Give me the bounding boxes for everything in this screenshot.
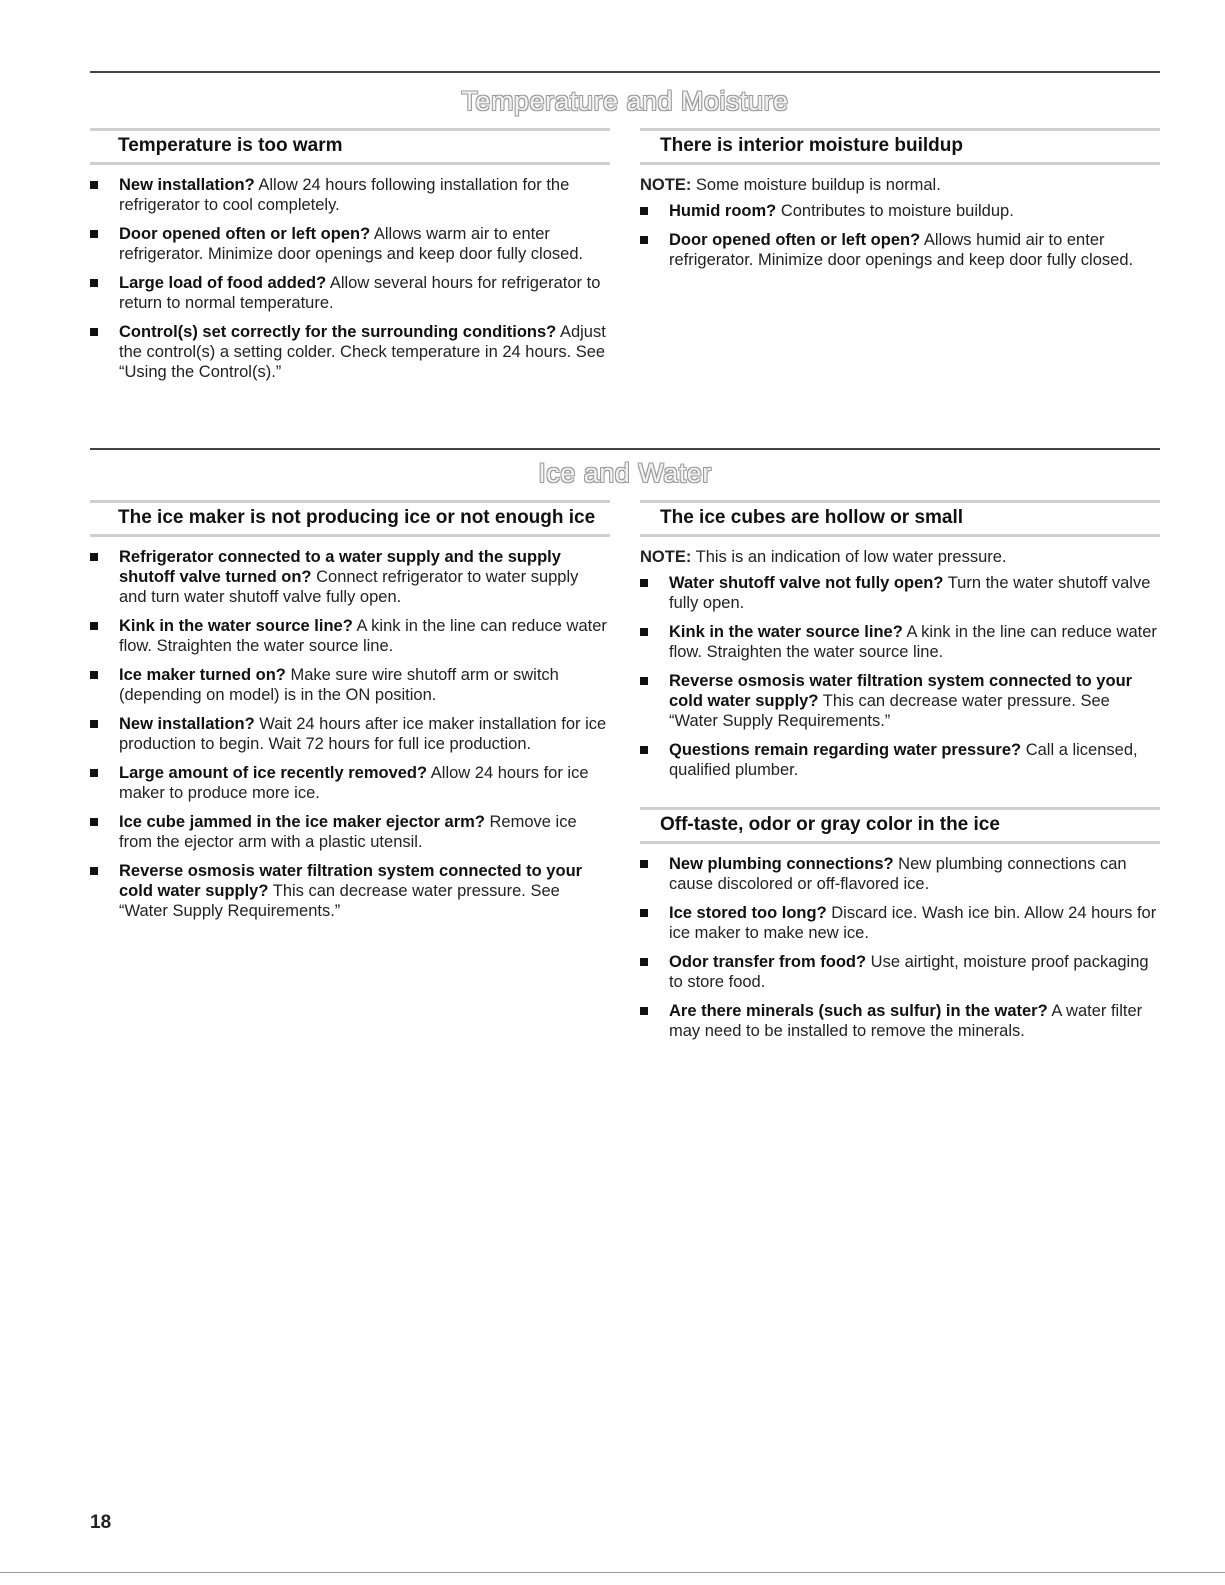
section-title-temperature-moisture: Temperature and Moisture	[461, 86, 789, 116]
list-item: Humid room? Contributes to moisture buildup.	[640, 201, 1160, 221]
list-item: Large amount of ice recently removed? Allow 24 hours for ice maker to produce more ice.	[90, 763, 610, 803]
moisture-buildup-list	[640, 201, 1160, 270]
list-item: Water shutoff valve not fully open? Turn the water shutoff valve fully open.	[640, 573, 1160, 613]
bullet-icon	[90, 279, 98, 287]
list-item: Door opened often or left open? Allows warm air to enter refrigerator. Minimize door openings and keep door fully closed.	[90, 224, 610, 264]
bullet-icon	[90, 769, 98, 777]
section-divider	[90, 71, 1160, 73]
bullet-icon	[90, 553, 98, 561]
subheading-temperature-warm: Temperature is too warm	[90, 128, 610, 165]
list-item: Questions remain regarding water pressure? Call a licensed, qualified plumber.	[640, 740, 1160, 780]
subheading-ice-cubes-hollow: The ice cubes are hollow or small	[640, 500, 1160, 537]
list-item: Kink in the water source line? A kink in the line can reduce water flow. Straighten the water source line.	[640, 622, 1160, 662]
list-item: Door opened often or left open? Allows humid air to enter refrigerator. Minimize door openings and keep door fully closed.	[640, 230, 1160, 270]
list-item: Ice maker turned on? Make sure wire shutoff arm or switch (depending on model) is in the ON position.	[90, 665, 610, 705]
list-item: New plumbing connections? New plumbing connections can cause discolored or off-flavored ice.	[640, 854, 1160, 894]
bullet-icon	[90, 818, 98, 826]
bullet-icon	[90, 622, 98, 630]
list-item: Kink in the water source line? A kink in the line can reduce water flow. Straighten the water source line.	[90, 616, 610, 656]
bullet-icon	[90, 671, 98, 679]
bullet-icon	[90, 867, 98, 875]
list-item: Reverse osmosis water filtration system connected to your cold water supply? This can decrease water pressure. See “Water Supply Requirements.”	[640, 671, 1160, 731]
ice-cubes-column	[640, 500, 1160, 1050]
list-item: Control(s) set correctly for the surrounding conditions? Adjust the control(s) a setting colder. Check temperature in 24 hours. See “Using the Control(s).”	[90, 322, 610, 382]
page-bottom-edge	[0, 1572, 1225, 1573]
bullet-icon	[640, 1007, 648, 1015]
ice-cubes-list	[640, 573, 1160, 780]
note: NOTE: This is an indication of low water pressure.	[640, 548, 1007, 566]
bullet-icon	[90, 328, 98, 336]
section-title-ice-water: Ice and Water	[538, 458, 712, 488]
list-item: Ice cube jammed in the ice maker ejector arm? Remove ice from the ejector arm with a plastic utensil.	[90, 812, 610, 852]
bullet-icon	[90, 720, 98, 728]
bullet-icon	[640, 628, 648, 636]
ice-maker-list	[90, 547, 610, 921]
bullet-icon	[90, 230, 98, 238]
list-item: Refrigerator connected to a water supply and the supply shutoff valve turned on? Connect refrigerator to water supply and turn water shutoff valve fully open.	[90, 547, 610, 607]
temperature-warm-column	[90, 128, 610, 391]
list-item: Large load of food added? Allow several hours for refrigerator to return to normal temperature.	[90, 273, 610, 313]
subheading-off-taste: Off-taste, odor or gray color in the ice	[640, 807, 1160, 844]
ice-maker-column	[90, 500, 610, 930]
bullet-icon	[640, 677, 648, 685]
note: NOTE: Some moisture buildup is normal.	[640, 176, 941, 194]
temperature-warm-list	[90, 175, 610, 382]
section-divider	[90, 448, 1160, 450]
bullet-icon	[640, 236, 648, 244]
off-taste-list	[640, 854, 1160, 1041]
moisture-buildup-column	[640, 128, 1160, 279]
list-item: Are there minerals (such as sulfur) in the water? A water filter may need to be installed to remove the minerals.	[640, 1001, 1160, 1041]
bullet-icon	[640, 579, 648, 587]
bullet-icon	[640, 207, 648, 215]
bullet-icon	[640, 860, 648, 868]
bullet-icon	[90, 181, 98, 189]
list-item: Odor transfer from food? Use airtight, moisture proof packaging to store food.	[640, 952, 1160, 992]
list-item: New installation? Allow 24 hours following installation for the refrigerator to cool completely.	[90, 175, 610, 215]
bullet-icon	[640, 746, 648, 754]
list-item: Ice stored too long? Discard ice. Wash ice bin. Allow 24 hours for ice maker to make new ice.	[640, 903, 1160, 943]
subheading-ice-maker: The ice maker is not producing ice or not enough ice	[90, 500, 610, 537]
page-number: 18	[90, 1512, 112, 1533]
bullet-icon	[640, 909, 648, 917]
list-item: Reverse osmosis water filtration system connected to your cold water supply? This can decrease water pressure. See “Water Supply Requirements.”	[90, 861, 610, 921]
list-item: New installation? Wait 24 hours after ice maker installation for ice production to begin. Wait 72 hours for full ice production.	[90, 714, 610, 754]
subheading-moisture-buildup: There is interior moisture buildup	[640, 128, 1160, 165]
bullet-icon	[640, 958, 648, 966]
